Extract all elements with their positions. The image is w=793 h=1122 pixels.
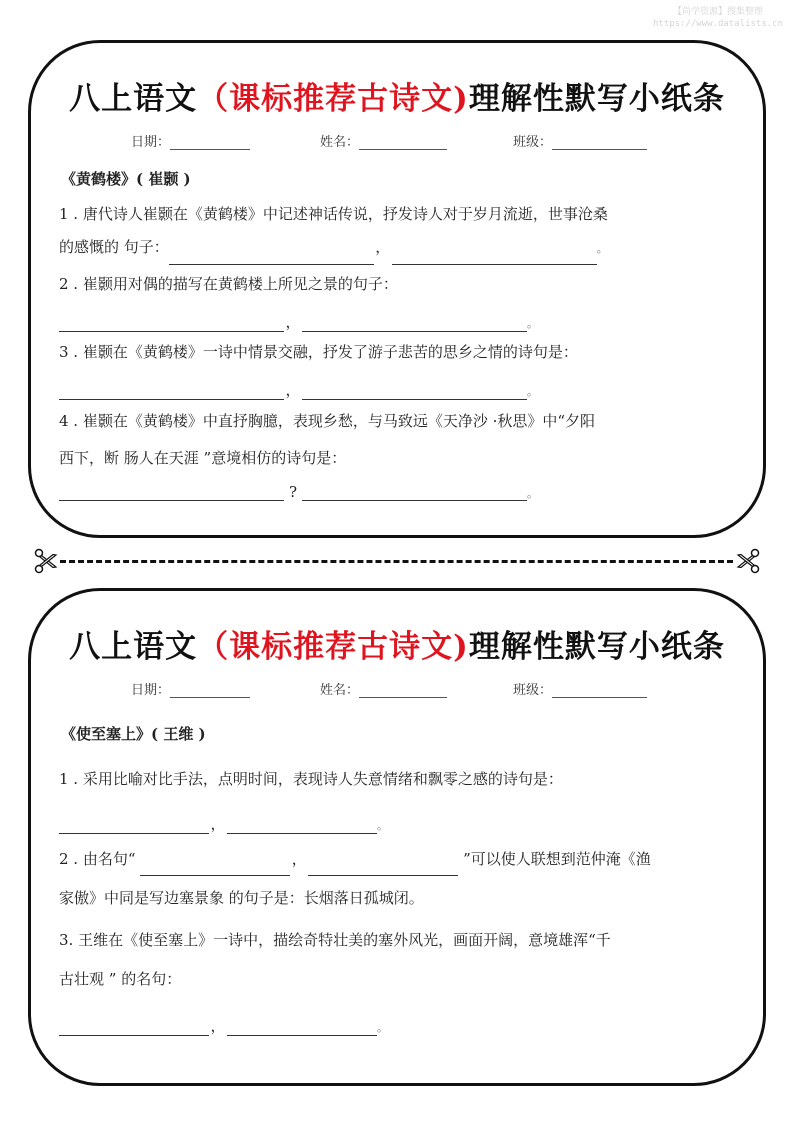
scissors-icon-left [34, 548, 58, 574]
question-2 [59, 843, 743, 915]
class-field[interactable] [513, 679, 647, 698]
question-2 [59, 268, 743, 301]
question-text: 3 . 崔颢在《黄鹤楼》一诗中情景交融，抒发了游子悲苦的思乡之情的诗句是： [59, 343, 578, 361]
scissors-icon-right [736, 548, 760, 574]
answer-blank[interactable] [59, 317, 284, 332]
class-blank[interactable] [552, 685, 647, 698]
date-label: 日期： [131, 683, 171, 698]
period: 。 [377, 1021, 388, 1034]
answer-blank[interactable] [308, 861, 458, 876]
name-blank[interactable] [359, 685, 447, 698]
class-label: 班级： [513, 135, 553, 150]
answer-blank[interactable] [59, 486, 284, 501]
period: 。 [596, 242, 608, 255]
question-1 [59, 763, 743, 796]
answer-blank[interactable] [392, 250, 597, 265]
card-title [31, 621, 763, 666]
watermark-url: https://www.datalists.cn [652, 19, 783, 29]
name-blank[interactable] [359, 137, 447, 150]
question-3 [59, 924, 743, 996]
answer-row-1 [59, 813, 388, 834]
question-1 [59, 198, 743, 265]
question-3 [59, 336, 743, 369]
separator: ， [375, 238, 391, 256]
period: 。 [527, 317, 538, 330]
title-highlight: （课标推荐古诗文) [197, 81, 469, 117]
answer-blank[interactable] [59, 1021, 209, 1036]
separator: ， [285, 381, 301, 399]
class-label: 班级： [513, 683, 553, 698]
answer-blank[interactable] [59, 819, 209, 834]
answer-blank[interactable] [302, 486, 527, 501]
period: 。 [377, 819, 388, 832]
question-text-cont: 的感慨的 句子： [59, 238, 169, 256]
title-highlight: （课标推荐古诗文) [197, 629, 469, 665]
separator: ? [288, 483, 298, 501]
poem-heading: 《使至塞上》( 王维 ) [61, 725, 206, 743]
class-blank[interactable] [552, 137, 647, 150]
answer-blank[interactable] [59, 385, 284, 400]
answer-blank[interactable] [227, 1021, 377, 1036]
name-field[interactable] [320, 131, 447, 150]
date-label: 日期： [131, 135, 171, 150]
answer-row-4 [59, 483, 538, 501]
period: 。 [527, 487, 538, 500]
title-suffix: 理解性默写小纸条 [468, 629, 725, 665]
answer-row-2 [59, 311, 538, 332]
separator: ， [210, 1017, 226, 1035]
answer-blank[interactable] [169, 250, 374, 265]
answer-blank[interactable] [302, 317, 527, 332]
period: 。 [527, 385, 538, 398]
question-text: 1 . 采用比喻对比手法，点明时间，表现诗人失意情绪和飘零之感的诗句是： [59, 770, 563, 788]
separator: ， [291, 850, 307, 868]
name-field[interactable] [320, 679, 447, 698]
question-text: 3. 王维在《使至塞上》一诗中，描绘奇特壮美的塞外风光，画面开阔，意境雄浑“千 [59, 931, 611, 949]
date-blank[interactable] [170, 685, 250, 698]
date-blank[interactable] [170, 137, 250, 150]
question-text-cont: ”可以使人联想到范仲淹《渔 [463, 850, 651, 868]
question-text-cont: 西下，断 肠人在天涯 ”意境相仿的诗句是： [59, 449, 347, 467]
answer-row-3 [59, 1015, 388, 1036]
separator: ， [210, 815, 226, 833]
title-prefix: 八上语文 [69, 629, 198, 665]
question-text: 1 . 唐代诗人崔颢在《黄鹤楼》中记述神话传说，抒发诗人对于岁月流逝，世事沧桑 [59, 205, 608, 223]
date-field[interactable] [131, 131, 250, 150]
worksheet-card-1 [28, 40, 766, 538]
answer-row-3 [59, 379, 538, 400]
worksheet-card-2 [28, 588, 766, 1086]
watermark-source: 【尚学资源】搜集整理 [672, 7, 763, 17]
poem-heading: 《黄鹤楼》( 崔颢 ) [61, 170, 191, 188]
name-label: 姓名： [320, 135, 360, 150]
title-suffix: 理解性默写小纸条 [468, 81, 725, 117]
question-text: 2 . 崔颢用对偶的描写在黄鹤楼上所见之景的句子： [59, 275, 398, 293]
cut-line [60, 560, 733, 563]
answer-blank[interactable] [227, 819, 377, 834]
question-text-cont: 古壮观 ” 的名句： [59, 970, 182, 988]
answer-blank[interactable] [302, 385, 527, 400]
separator: ， [285, 313, 301, 331]
question-text-cont: 家傲》中同是写边塞景象 的句子是：长烟落日孤城闭。 [59, 889, 424, 907]
name-label: 姓名： [320, 683, 360, 698]
question-text: 2 . 由名句“ [59, 850, 136, 868]
card-title [31, 73, 763, 118]
watermark [653, 6, 783, 30]
class-field[interactable] [513, 131, 647, 150]
title-prefix: 八上语文 [69, 81, 198, 117]
date-field[interactable] [131, 679, 250, 698]
question-4 [59, 405, 743, 475]
question-text: 4 . 崔颢在《黄鹤楼》中直抒胸臆，表现乡愁，与马致远《天净沙 ·秋思》中“夕阳 [59, 412, 596, 430]
answer-blank[interactable] [140, 861, 290, 876]
